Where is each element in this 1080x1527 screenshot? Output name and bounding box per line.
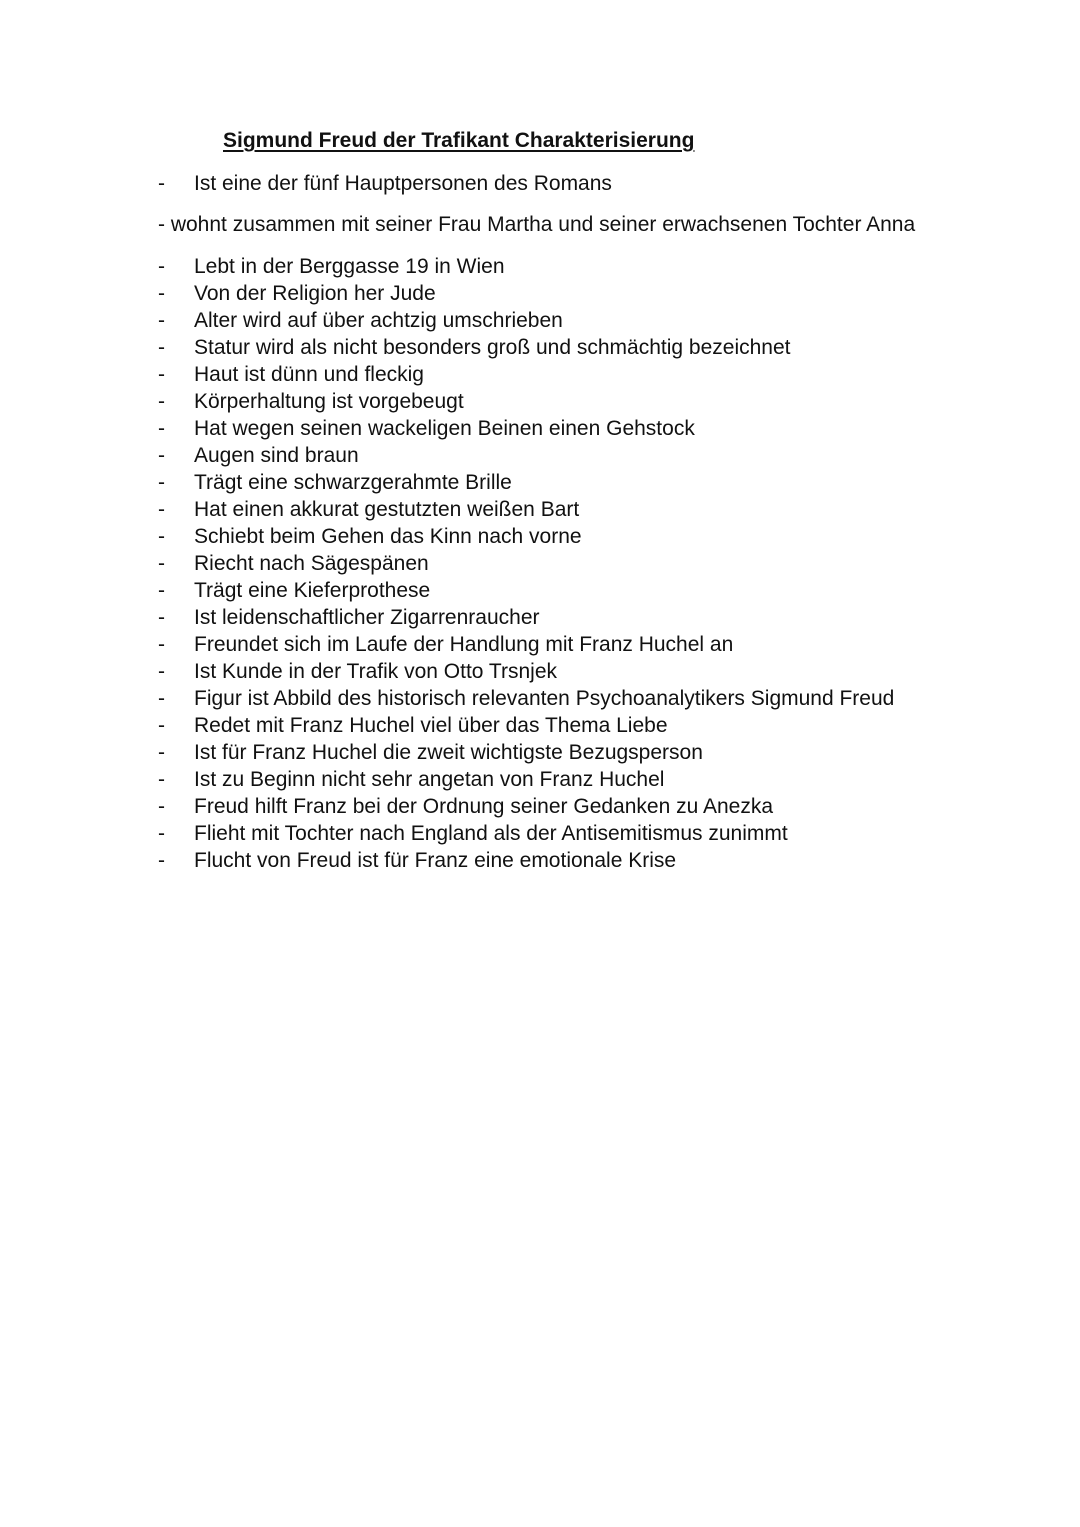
bullet-dash: - [158,363,165,386]
list-item [0,577,1080,604]
list-item [0,820,1080,847]
trait-list [0,253,1080,874]
list-item-text: Flieht mit Tochter nach England als der Antisemitismus zunimmt [194,822,788,845]
bullet-dash: - [158,660,165,683]
list-item-text: Ist zu Beginn nicht sehr angetan von Franz Huchel [194,768,665,791]
list-item-text: Körperhaltung ist vorgebeugt [194,390,464,413]
list-item-text: Lebt in der Berggasse 19 in Wien [194,255,505,278]
bullet-dash: - [158,525,165,548]
list-item-text: Freud hilft Franz bei der Ordnung seiner Gedanken zu Anezka [194,795,773,818]
list-item-text: Schiebt beim Gehen das Kinn nach vorne [194,525,582,548]
list-item [0,469,1080,496]
list-item-text: Trägt eine schwarzgerahmte Brille [194,471,512,494]
list-item-text: Hat einen akkurat gestutzten weißen Bart [194,498,580,521]
list-item-text: Figur ist Abbild des historisch relevanten Psychoanalytikers Sigmund Freud [194,687,895,710]
list-item-text: Riecht nach Sägespänen [194,552,429,575]
list-item [0,658,1080,685]
bullet-dash: - [158,498,165,521]
bullet-dash: - [158,172,165,195]
list-item-text: Redet mit Franz Huchel viel über das Thema Liebe [194,714,668,737]
list-item [0,604,1080,631]
list-item [0,334,1080,361]
intro-second-line: - wohnt zusammen mit seiner Frau Martha und seiner erwachsenen Tochter Anna [158,213,916,236]
bullet-dash: - [158,417,165,440]
list-item-text: Freundet sich im Laufe der Handlung mit Franz Huchel an [194,633,734,656]
bullet-dash: - [158,390,165,413]
list-item [0,793,1080,820]
list-item-text: Ist für Franz Huchel die zweit wichtigste Bezugsperson [194,741,703,764]
bullet-dash: - [158,741,165,764]
bullet-dash: - [158,336,165,359]
list-item-text: Ist Kunde in der Trafik von Otto Trsnjek [194,660,557,683]
list-item [0,631,1080,658]
list-item [0,253,1080,280]
bullet-dash: - [158,687,165,710]
bullet-dash: - [158,444,165,467]
list-item [0,766,1080,793]
intro-first-line [0,170,1080,197]
bullet-dash: - [158,309,165,332]
list-item [0,523,1080,550]
list-item-text: Von der Religion her Jude [194,282,436,305]
list-item-text: Augen sind braun [194,444,359,467]
list-item [0,550,1080,577]
bullet-dash: - [158,714,165,737]
list-item [0,280,1080,307]
bullet-dash: - [158,579,165,602]
list-item-text: Flucht von Freud ist für Franz eine emotionale Krise [194,849,677,872]
intro-first-text: Ist eine der fünf Hauptpersonen des Romans [194,172,612,195]
list-item-text: Hat wegen seinen wackeligen Beinen einen Gehstock [194,417,695,440]
list-item-text: Haut ist dünn und fleckig [194,363,424,386]
list-item-text: Ist leidenschaftlicher Zigarrenraucher [194,606,540,629]
bullet-dash: - [158,552,165,575]
list-item [0,739,1080,766]
bullet-dash: - [158,849,165,872]
list-item [0,307,1080,334]
list-item-text: Trägt eine Kieferprothese [194,579,431,602]
bullet-dash: - [158,768,165,791]
document-title: Sigmund Freud der Trafikant Charakterisierung [223,129,695,152]
bullet-dash: - [158,282,165,305]
list-item [0,442,1080,469]
bullet-dash: - [158,255,165,278]
list-item [0,712,1080,739]
list-item [0,361,1080,388]
bullet-dash: - [158,822,165,845]
list-item [0,685,1080,712]
list-item [0,388,1080,415]
bullet-dash: - [158,606,165,629]
bullet-dash: - [158,795,165,818]
list-item [0,847,1080,874]
bullet-dash: - [158,471,165,494]
bullet-dash: - [158,633,165,656]
list-item [0,496,1080,523]
list-item-text: Alter wird auf über achtzig umschrieben [194,309,563,332]
list-item [0,415,1080,442]
list-item-text: Statur wird als nicht besonders groß und schmächtig bezeichnet [194,336,791,359]
